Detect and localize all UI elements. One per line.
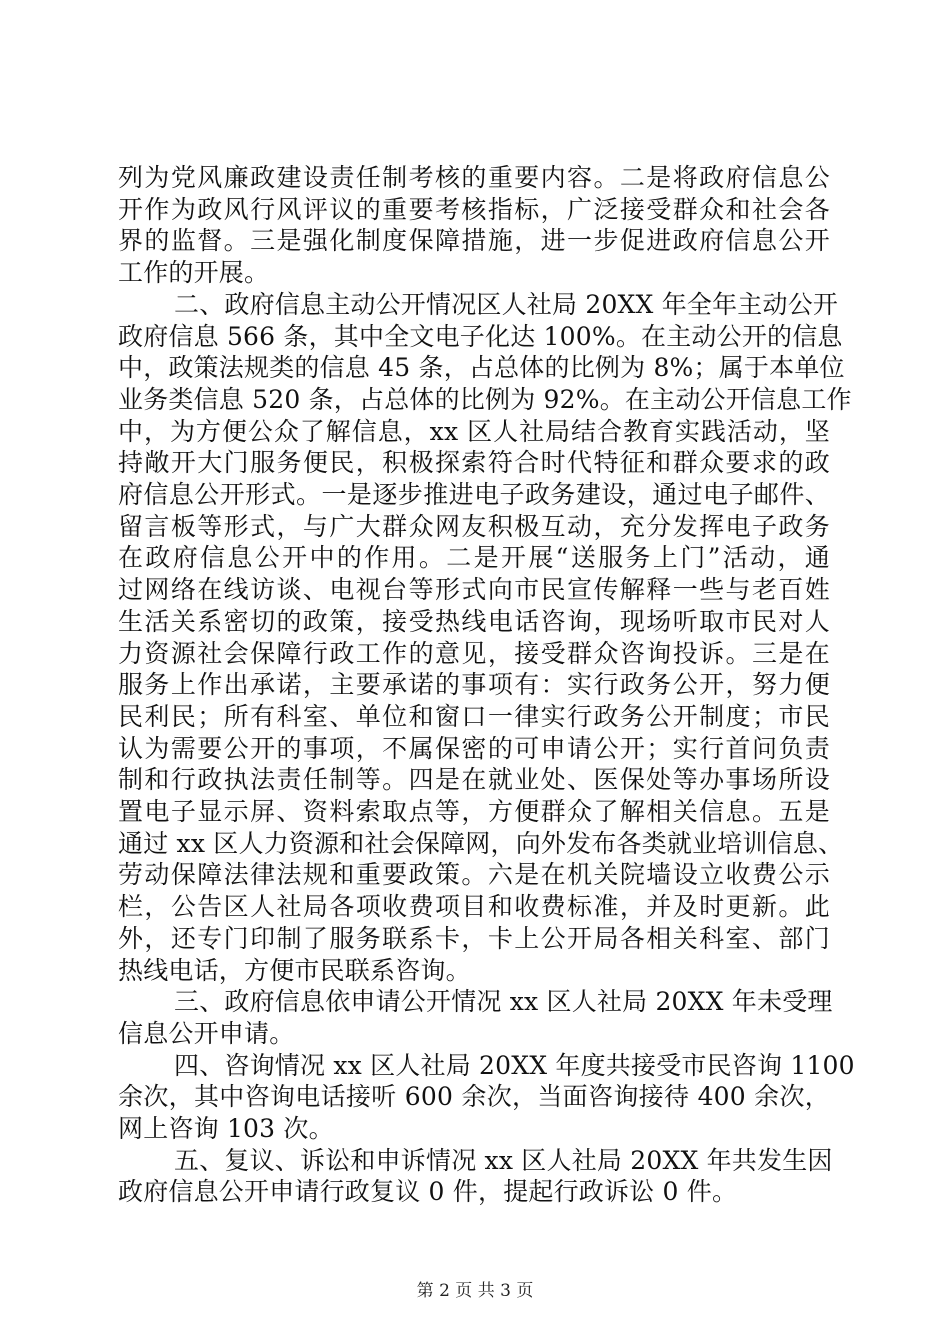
paragraph-heading-line: 四、咨询情况 xx 区人社局 20XX 年度共接受市民咨询 1100 <box>174 1051 855 1080</box>
text-line: 网上咨询 103 次。 <box>118 1114 334 1143</box>
text-line: 工作的开展。 <box>118 258 270 287</box>
text-line: 劳动保障法律法规和重要政策。六是在机关院墙设立收费公示 <box>118 860 830 889</box>
text-line: 政府信息公开申请行政复议 0 件，提起行政诉讼 0 件。 <box>118 1177 738 1206</box>
text-line: 中，政策法规类的信息 45 条，占总体的比例为 8%；属于本单位 <box>118 353 845 382</box>
text-line: 制和行政执法责任制等。四是在就业处、医保处等办事场所设 <box>118 765 830 794</box>
text-line: 服务上作出承诺，主要承诺的事项有：实行政务公开，努力便 <box>118 670 830 699</box>
text-line: 栏，公告区人社局各项收费项目和收费标准，并及时更新。此 <box>118 892 830 921</box>
text-line: 信息公开申请。 <box>118 1019 295 1048</box>
text-line: 业务类信息 520 条，占总体的比例为 92%。在主动公开信息工作 <box>118 385 852 414</box>
page-number-footer: 第 2 页 共 3 页 <box>416 1281 534 1301</box>
text-line: 中，为方便公众了解信息，xx 区人社局结合教育实践活动，坚 <box>118 417 830 446</box>
text-line: 认为需要公开的事项，不属保密的可申请公开；实行首问负责 <box>118 734 830 763</box>
text-line: 政府信息 566 条，其中全文电子化达 100%。在主动公开的信息 <box>118 322 843 351</box>
paragraph-heading-line: 五、复议、诉讼和申诉情况 xx 区人社局 20XX 年共发生因 <box>174 1146 833 1175</box>
text-line: 府信息公开形式。一是逐步推进电子政务建设，通过电子邮件、 <box>118 480 830 509</box>
text-line: 通过 xx 区人力资源和社会保障网，向外发布各类就业培训信息、 <box>118 829 844 858</box>
paragraph-heading-line: 二、政府信息主动公开情况区人社局 20XX 年全年主动公开 <box>174 290 839 319</box>
text-line: 力资源社会保障行政工作的意见，接受群众咨询投诉。三是在 <box>118 639 830 668</box>
text-line: 生活关系密切的政策，接受热线电话咨询，现场听取市民对人 <box>118 607 830 636</box>
text-line: 民利民；所有科室、单位和窗口一律实行政务公开制度；市民 <box>118 702 830 731</box>
text-line: 界的监督。三是强化制度保障措施，进一步促进政府信息公开 <box>118 226 830 255</box>
text-line: 留言板等形式，与广大群众网友积极互动，充分发挥电子政务 <box>118 512 830 541</box>
paragraph-heading-line: 三、政府信息依申请公开情况 xx 区人社局 20XX 年未受理 <box>174 987 833 1016</box>
text-line: 热线电话，方便市民联系咨询。 <box>118 956 471 985</box>
text-line: 过网络在线访谈、电视台等形式向市民宣传解释一些与老百姓 <box>118 575 830 604</box>
text-line: 在政府信息公开中的作用。二是开展“送服务上门”活动，通 <box>118 543 830 572</box>
text-line: 外，还专门印制了服务联系卡，卡上公开局各相关科室、部门 <box>118 924 830 953</box>
text-line: 余次，其中咨询电话接听 600 余次，当面咨询接待 400 余次， <box>118 1082 830 1111</box>
text-line: 列为党风廉政建设责任制考核的重要内容。二是将政府信息公 <box>118 163 830 192</box>
text-line: 持敞开大门服务便民，积极探索符合时代特征和群众要求的政 <box>118 448 830 477</box>
text-line: 开作为政风行风评议的重要考核指标，广泛接受群众和社会各 <box>118 195 830 224</box>
text-line: 置电子显示屏、资料索取点等，方便群众了解相关信息。五是 <box>118 797 830 826</box>
